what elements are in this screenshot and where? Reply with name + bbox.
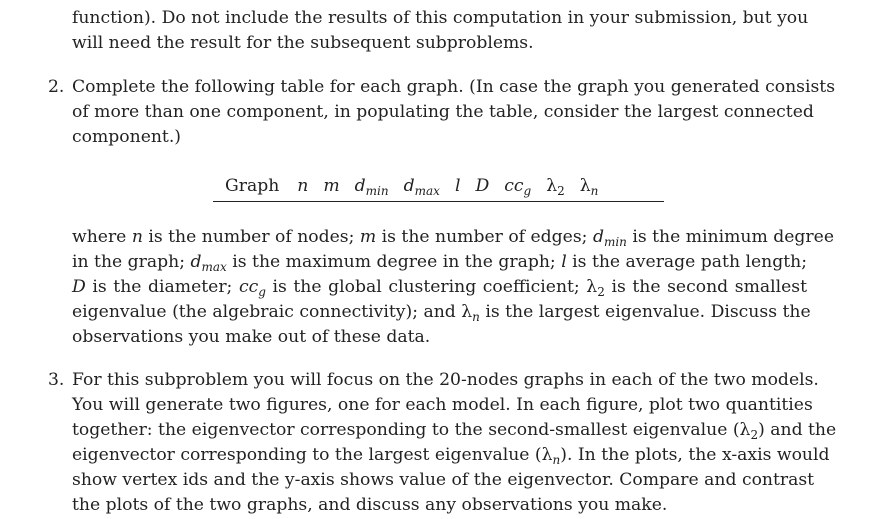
text-line: For this subproblem you will focus on the 20-nodes graphs in each of the two models. — [72, 370, 819, 390]
text-line: function). Do not include the results of this computation in your submission, but you — [72, 8, 809, 28]
table-rule — [213, 201, 664, 202]
intro-paragraph — [72, 6, 807, 56]
text-line: Complete the following table for each graph. (In case the graph you generated consists — [72, 77, 836, 97]
item-2-paragraph — [72, 75, 836, 150]
metrics-table — [213, 174, 664, 204]
table-header-l: l — [454, 176, 461, 196]
table-header-ccg: $cc_g$ — [504, 176, 532, 198]
table-header-row — [213, 174, 664, 200]
table-header-dmax: $d_{max}$ — [403, 176, 440, 198]
text-line: eigenvalue (the algebraic connectivity); and $\lambda_n$ is the largest eigenvalue. Discuss the — [72, 302, 811, 324]
table-header-n: n — [297, 176, 309, 196]
text-line: where n is the number of nodes; m is the number of edges; $d_{min}$ is the minimum degree — [72, 227, 834, 249]
text-line: show vertex ids and the y-axis shows value of the eigenvector. Compare and contrast — [72, 470, 815, 490]
table-header-dmin: $d_{min}$ — [354, 176, 389, 198]
text-line: together: the eigenvector corresponding to the second-smallest eigenvalue $(\lambda_2)$ and the — [72, 420, 837, 442]
table-header-lambda2: $\lambda_2$ — [546, 176, 565, 198]
item-3-paragraph — [72, 368, 837, 518]
text-line: observations you make out of these data. — [72, 327, 431, 347]
text-line: D is the diameter; $cc_g$ is the global clustering coefficient; $\lambda_2$ is the second smallest — [72, 277, 808, 299]
text-line: in the graph; $d_{max}$ is the maximum degree in the graph; l is the average path length; — [72, 252, 807, 274]
text-line: eigenvector corresponding to the largest eigenvalue $(\lambda_n)$. In the plots, the x-axis would — [72, 445, 830, 467]
table-header-m: m — [323, 176, 340, 196]
text-line: the plots of the two graphs, and discuss any observations you make. — [72, 495, 668, 515]
text-line: will need the result for the subsequent subproblems. — [72, 33, 534, 53]
text-line: You will generate two figures, one for each model. In each figure, plot two quantities — [72, 395, 813, 415]
table-header-lambdan: $\lambda_n$ — [579, 176, 599, 198]
table-header-D: D — [475, 176, 490, 196]
text-line: of more than one component, in populating the table, consider the largest connected — [72, 102, 814, 122]
text-line: component.) — [72, 127, 182, 147]
item-number: 2. — [48, 77, 65, 97]
item-number: 3. — [48, 370, 65, 390]
table-explanation-paragraph — [72, 225, 834, 350]
table-header-graph: Graph — [225, 176, 280, 196]
